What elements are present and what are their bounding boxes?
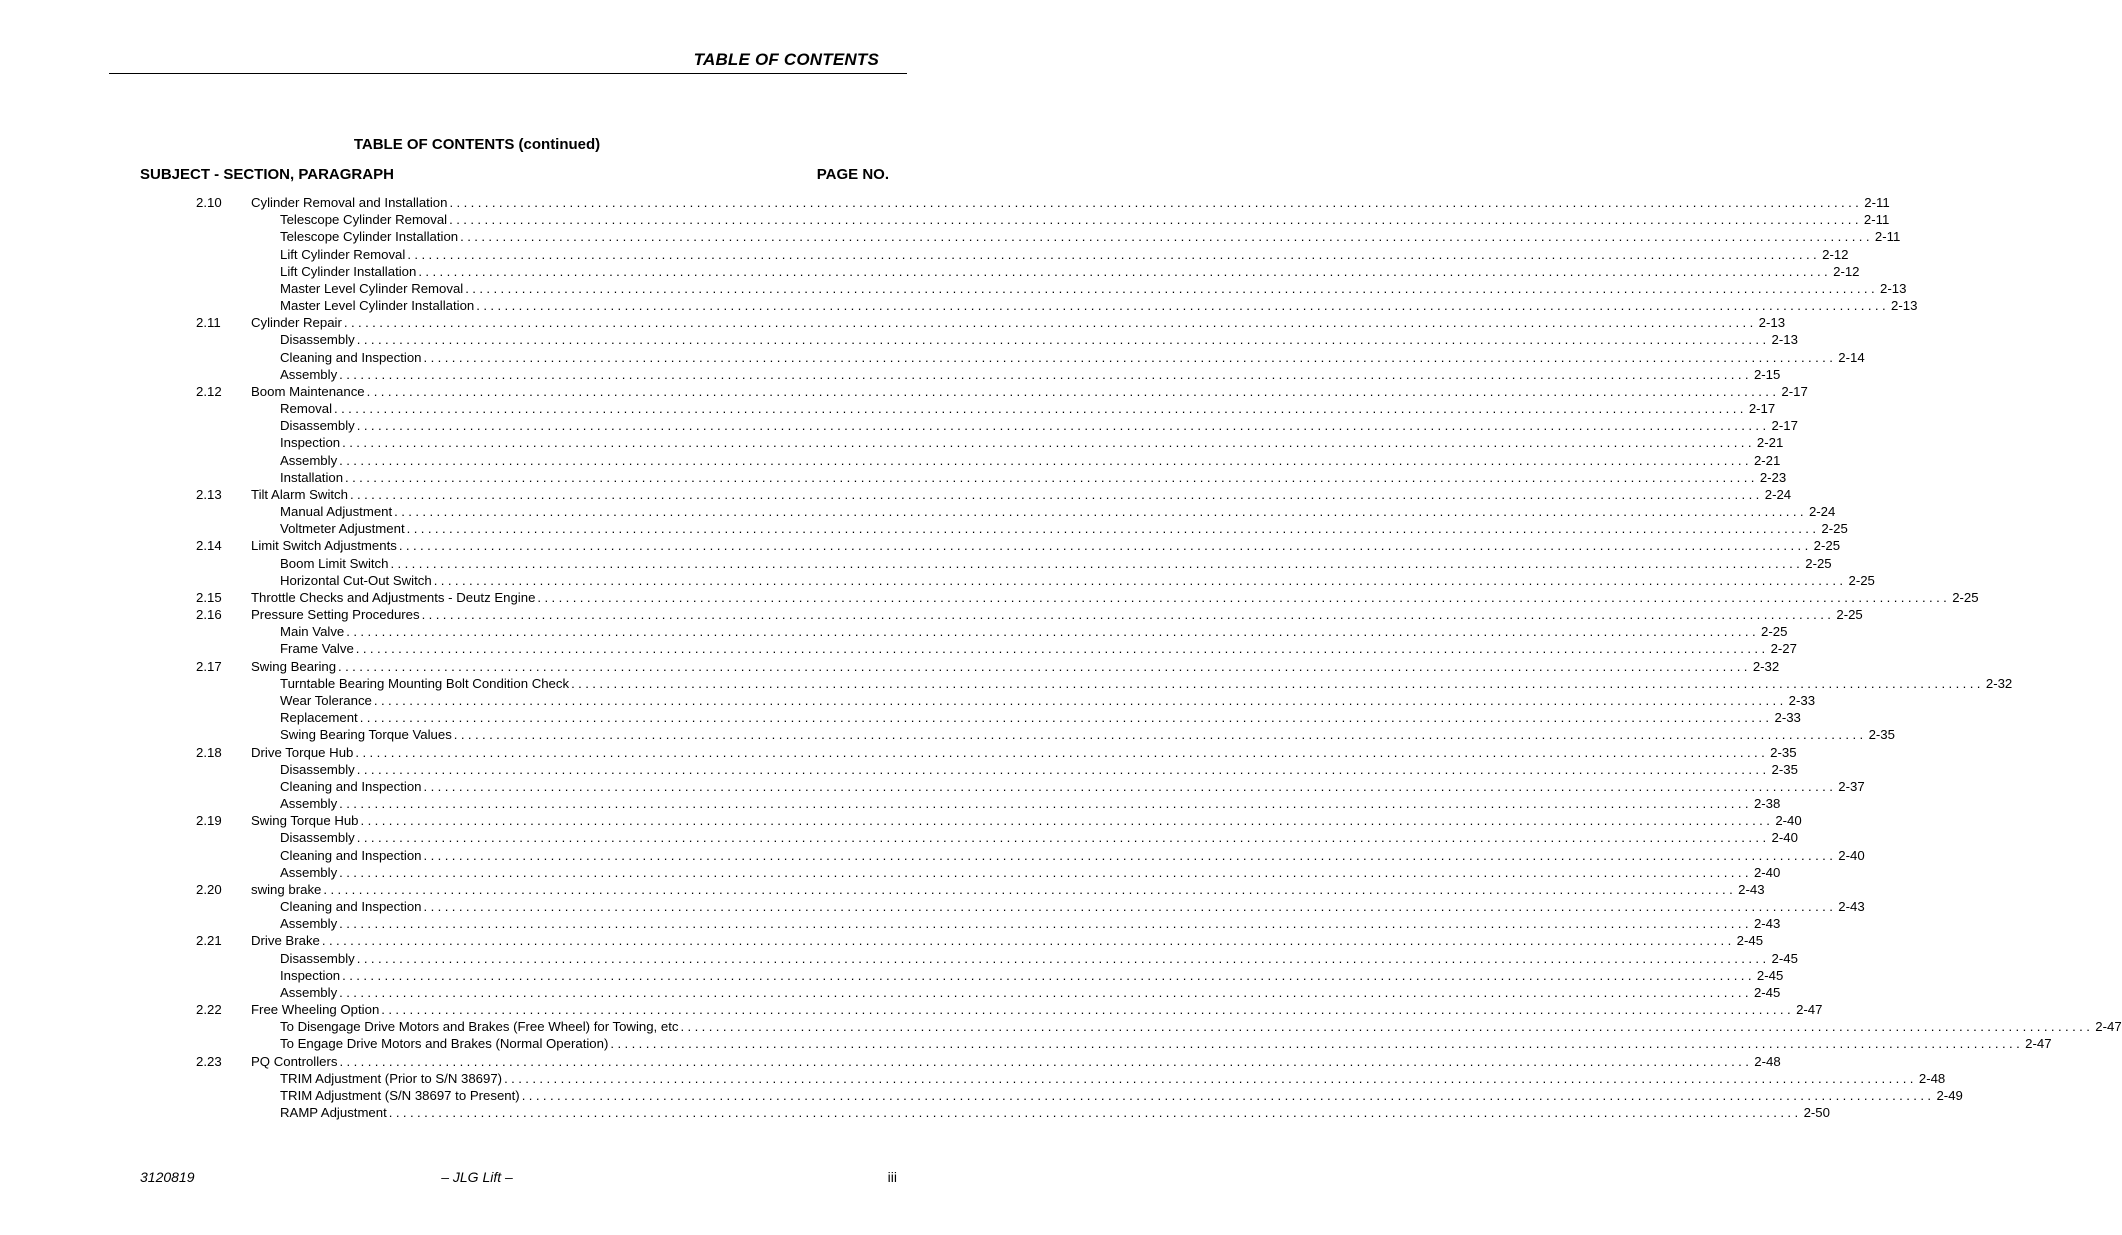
toc-entry-line (280, 400, 1776, 417)
toc-entry-line (251, 881, 1765, 898)
toc-entry-page: 2-37 (1838, 778, 1865, 794)
toc-entry-page: 2-40 (1753, 864, 1781, 880)
toc-section-number: 2.22 (196, 1002, 222, 1018)
toc-entry (0, 675, 2013, 692)
toc-entry (0, 572, 1875, 589)
toc-entry-title: Tilt Alarm Switch (251, 486, 348, 502)
toc-dot-leader: ........................................................................................................................................................................................................ (321, 933, 1735, 949)
toc-entry-line (251, 812, 1802, 829)
toc-entry-page: 2-25 (1836, 607, 1863, 623)
toc-entry (0, 1087, 1963, 1104)
toc-entry-line (280, 1087, 1963, 1104)
toc-entry-page: 2-47 (2095, 1019, 2122, 1035)
toc-entry-page: 2-38 (1753, 796, 1781, 812)
toc-entry-page: 2-45 (1756, 967, 1784, 983)
toc-dot-leader: ........................................................................................................................................................................................................ (356, 950, 1770, 966)
toc-section-number: 2.14 (196, 538, 222, 554)
toc-entry-line (280, 263, 1860, 280)
toc-entry-line (280, 331, 1798, 348)
toc-entry-page: 2-24 (1764, 486, 1792, 502)
toc-entry-line (280, 847, 1865, 864)
toc-entry-page: 2-45 (1753, 984, 1781, 1000)
toc-entry-line (280, 417, 1798, 434)
toc-entry (0, 520, 1848, 537)
toc-entry-page: 2-13 (1891, 298, 1918, 314)
toc-dot-leader: ........................................................................................................................................................................................................ (339, 366, 1752, 382)
toc-dot-leader: ........................................................................................................................................................................................................ (394, 504, 1807, 520)
toc-entry-title: Wear Tolerance (280, 692, 372, 708)
toc-entry (0, 967, 1784, 984)
toc-entry-line (251, 1053, 1781, 1070)
toc-section-number: 2.10 (196, 195, 222, 210)
toc-entry-page: 2-25 (1813, 538, 1841, 554)
toc-entry-line (280, 572, 1875, 589)
toc-entry-page: 2-35 (1868, 727, 1895, 743)
toc-entry (0, 984, 1781, 1001)
toc-entry (0, 589, 1979, 606)
toc-entry-line (280, 1018, 2122, 1035)
toc-section-number: 2.16 (196, 607, 222, 623)
toc-section-number: 2.11 (196, 315, 221, 331)
toc-dot-leader: ........................................................................................................................................................................................................ (356, 830, 1770, 846)
header-rule (109, 73, 907, 74)
toc-section-number: 2.17 (196, 658, 222, 674)
toc-entry (0, 366, 1781, 383)
toc-entry-title: Cleaning and Inspection (280, 847, 422, 863)
toc-entry (0, 246, 1849, 263)
footer-page-number: iii (887, 1169, 897, 1185)
toc-dot-leader: ........................................................................................................................................................................................................ (339, 796, 1752, 812)
toc-entry-page: 2-35 (1770, 744, 1797, 760)
toc-entry-line (280, 984, 1781, 1001)
toc-dot-leader: ........................................................................................................................................................................................................ (356, 418, 1770, 434)
toc-entry-title: Pressure Setting Procedures (251, 607, 420, 623)
toc-entry-title: Free Wheeling Option (251, 1002, 380, 1018)
toc-entry-line (280, 795, 1781, 812)
toc-dot-leader: ........................................................................................................................................................................................................ (345, 469, 1758, 485)
toc-entry-title: Master Level Cylinder Removal (280, 280, 464, 296)
toc-entry (0, 1035, 2052, 1052)
toc-dot-leader: ........................................................................................................................................................................................................ (373, 692, 1787, 708)
toc-entry-line (251, 314, 1786, 331)
toc-entry-line (280, 211, 1890, 228)
toc-dot-leader: ........................................................................................................................................................................................................ (449, 195, 1863, 210)
toc-entry-title: Frame Valve (280, 641, 354, 657)
toc-dot-leader: ........................................................................................................................................................................................................ (521, 1087, 1935, 1103)
toc-section-number: 2.18 (196, 744, 222, 760)
toc-entry (0, 469, 1787, 486)
toc-dot-leader: ........................................................................................................................................................................................................ (359, 710, 1773, 726)
toc-entry-line (280, 1070, 1946, 1087)
toc-dot-leader: ........................................................................................................................................................................................................ (366, 383, 1780, 399)
toc-entry-line (251, 194, 1890, 211)
toc-entry-page: 2-33 (1774, 710, 1801, 726)
toc-entry-title: Assembly (280, 864, 338, 880)
toc-entry-page: 2-13 (1771, 332, 1798, 348)
toc-entry-title: Telescope Cylinder Installation (280, 229, 459, 245)
toc-dot-leader: ........................................................................................................................................................................................................ (334, 401, 1747, 417)
toc-entry-line (251, 383, 1808, 400)
toc-entry (0, 932, 1764, 949)
toc-entry (0, 1018, 2122, 1035)
toc-entry-title: Disassembly (280, 830, 355, 846)
toc-entry (0, 555, 1832, 572)
toc-entry-title: PQ Controllers (251, 1053, 338, 1069)
toc-entry-title: Disassembly (280, 950, 355, 966)
toc-entry (0, 211, 1890, 228)
toc-dot-leader: ........................................................................................................................................................................................................ (453, 727, 1867, 743)
toc-dot-leader: ........................................................................................................................................................................................................ (339, 984, 1752, 1000)
toc-dot-leader: ........................................................................................................................................................................................................ (342, 967, 1755, 983)
toc-section-number: 2.23 (196, 1053, 222, 1069)
toc-entry (0, 709, 1801, 726)
footer-publisher: – JLG Lift – (441, 1169, 513, 1185)
toc-entry-title: Cleaning and Inspection (280, 899, 422, 915)
toc-entry-line (280, 469, 1787, 486)
toc-entry-page: 2-45 (1771, 950, 1798, 966)
toc-entry (0, 434, 1784, 451)
toc-entry-title: Master Level Cylinder Installation (280, 298, 475, 314)
toc-dot-leader: ........................................................................................................................................................................................................ (418, 263, 1832, 279)
toc-entry-line (280, 520, 1848, 537)
toc-entry (0, 417, 1798, 434)
toc-entry-title: Horizontal Cut-Out Switch (280, 572, 432, 588)
toc-entry (0, 950, 1798, 967)
toc-entry (0, 795, 1781, 812)
toc-entry (0, 452, 1781, 469)
toc-entry-line (280, 726, 1895, 743)
toc-entry-title: Main Valve (280, 624, 345, 640)
toc-dot-leader: ........................................................................................................................................................................................................ (537, 589, 1951, 605)
toc-entry-page: 2-50 (1803, 1105, 1830, 1121)
toc-entry-page: 2-11 (1874, 229, 1901, 245)
toc-entry-page: 2-27 (1770, 641, 1797, 657)
toc-entry-title: Inspection (280, 967, 341, 983)
footer-doc-number: 3120819 (140, 1169, 195, 1185)
toc-dot-leader: ........................................................................................................................................................................................................ (476, 298, 1890, 314)
toc-entry-title: Assembly (280, 366, 338, 382)
toc-entry-title: Assembly (280, 984, 338, 1000)
toc-entry-page: 2-40 (1838, 847, 1865, 863)
toc-dot-leader: ........................................................................................................................................................................................................ (339, 916, 1752, 932)
toc-entry-line (251, 744, 1797, 761)
toc-entry-title: Boom Maintenance (251, 383, 365, 399)
toc-entry-title: Drive Torque Hub (251, 744, 354, 760)
toc-dot-leader: ........................................................................................................................................................................................................ (343, 315, 1757, 331)
toc-entry-line (280, 280, 1907, 297)
toc-dot-leader: ........................................................................................................................................................................................................ (465, 280, 1879, 296)
toc-entry-title: Swing Bearing Torque Values (280, 727, 452, 743)
toc-entry-page: 2-48 (1754, 1053, 1781, 1069)
toc-dot-leader: ........................................................................................................................................................................................................ (610, 1036, 2024, 1052)
toc-entry-line (280, 829, 1798, 846)
toc-entry (0, 847, 1865, 864)
toc-dot-leader: ........................................................................................................................................................................................................ (423, 847, 1837, 863)
toc-entry-line (280, 555, 1832, 572)
toc-entry-line (280, 950, 1798, 967)
toc-entry-title: TRIM Adjustment (S/N 38697 to Present) (280, 1087, 520, 1103)
toc-entry-page: 2-43 (1753, 916, 1781, 932)
toc-entry-title: To Engage Drive Motors and Brakes (Normal Operation) (280, 1036, 609, 1052)
toc-entry (0, 537, 1841, 554)
toc-entry-page: 2-12 (1822, 246, 1849, 262)
toc-entry-page: 2-35 (1771, 761, 1798, 777)
toc-entry-page: 2-25 (1848, 572, 1875, 588)
toc-entry-page: 2-40 (1771, 830, 1798, 846)
toc-entry-line (251, 606, 1863, 623)
toc-entry-page: 2-21 (1756, 435, 1784, 451)
column-header-subject: SUBJECT - SECTION, PARAGRAPH (140, 166, 394, 183)
toc-entry-line (280, 778, 1865, 795)
toc-entry-page: 2-47 (2025, 1036, 2052, 1052)
toc-entry-page: 2-17 (1771, 418, 1798, 434)
toc-entry-line (251, 537, 1841, 554)
toc-entry-line (280, 1035, 2052, 1052)
toc-entry-line (251, 658, 1780, 675)
toc-entry-title: Assembly (280, 916, 338, 932)
toc-entry (0, 331, 1798, 348)
toc-entry-page: 2-17 (1781, 383, 1808, 399)
toc-dot-leader: ........................................................................................................................................................................................................ (433, 572, 1847, 588)
toc-entry (0, 1070, 1946, 1087)
toc-entry-page: 2-11 (1864, 195, 1890, 210)
toc-entry-title: Assembly (280, 452, 338, 468)
header-title: TABLE OF CONTENTS (693, 50, 879, 69)
toc-dot-leader: ........................................................................................................................................................................................................ (339, 1053, 1753, 1069)
toc-entry-line (280, 761, 1798, 778)
toc-dot-leader: ........................................................................................................................................................................................................ (423, 899, 1837, 915)
toc-entry (0, 1053, 1781, 1070)
toc-entry-title: Disassembly (280, 761, 355, 777)
toc-entry (0, 297, 1918, 314)
toc-entry (0, 829, 1798, 846)
toc-entry-line (280, 640, 1797, 657)
toc-entry (0, 194, 1890, 211)
toc-entry (0, 623, 1788, 640)
toc-entry-line (280, 709, 1801, 726)
toc-dot-leader: ........................................................................................................................................................................................................ (356, 761, 1770, 777)
column-header-page: PAGE NO. (816, 166, 889, 183)
toc-entry (0, 383, 1808, 400)
toc-entry-page: 2-32 (1752, 658, 1780, 674)
toc-dot-leader: ........................................................................................................................................................................................................ (407, 246, 1821, 262)
toc-entry-page: 2-45 (1736, 933, 1764, 949)
toc-entry-title: Voltmeter Adjustment (280, 521, 405, 537)
toc-dot-leader: ........................................................................................................................................................................................................ (339, 452, 1752, 468)
toc-entry-title: Telescope Cylinder Removal (280, 212, 448, 228)
toc-entry-page: 2-40 (1775, 813, 1802, 829)
toc-entry-title: Turntable Bearing Mounting Bolt Condition Check (280, 675, 570, 691)
toc-entry-line (280, 246, 1849, 263)
toc-entry-page: 2-24 (1808, 504, 1836, 520)
toc-entry-page: 2-23 (1759, 469, 1787, 485)
toc-entry-page: 2-15 (1753, 366, 1781, 382)
toc-entry (0, 915, 1781, 932)
toc-entry-line (280, 915, 1781, 932)
toc-entry (0, 400, 1776, 417)
toc-entry (0, 761, 1798, 778)
toc-entry (0, 349, 1865, 366)
toc-list (0, 194, 2122, 1121)
toc-entry-title: Assembly (280, 796, 338, 812)
toc-dot-leader: ........................................................................................................................................................................................................ (356, 332, 1770, 348)
toc-entry-page: 2-49 (1936, 1087, 1963, 1103)
toc-section-number: 2.12 (196, 383, 222, 399)
toc-entry-page: 2-33 (1788, 692, 1816, 708)
toc-entry-line (251, 1001, 1823, 1018)
toc-entry-line (280, 623, 1788, 640)
toc-dot-leader: ........................................................................................................................................................................................................ (339, 864, 1752, 880)
toc-entry-page: 2-25 (1821, 521, 1848, 537)
toc-entry (0, 692, 1816, 709)
toc-entry (0, 314, 1786, 331)
toc-entry-title: Lift Cylinder Removal (280, 246, 406, 262)
toc-entry-line (280, 349, 1865, 366)
toc-dot-leader: ........................................................................................................................................................................................................ (360, 813, 1774, 829)
toc-entry-page: 2-11 (1863, 212, 1890, 228)
toc-dot-leader: ........................................................................................................................................................................................................ (323, 881, 1737, 897)
toc-dot-leader: ........................................................................................................................................................................................................ (390, 555, 1804, 571)
toc-entry-line (280, 864, 1781, 881)
toc-entry (0, 1001, 1823, 1018)
toc-entry (0, 778, 1865, 795)
toc-entry-line (280, 967, 1784, 984)
toc-dot-leader: ........................................................................................................................................................................................................ (346, 624, 1760, 640)
toc-entry-line (251, 932, 1764, 949)
toc-dot-leader: ........................................................................................................................................................................................................ (342, 435, 1755, 451)
toc-entry-title: Installation (280, 469, 344, 485)
toc-entry-title: Boom Limit Switch (280, 555, 389, 571)
toc-dot-leader: ........................................................................................................................................................................................................ (680, 1019, 2094, 1035)
toc-entry (0, 640, 1797, 657)
toc-entry-line (251, 589, 1979, 606)
page-heading: TABLE OF CONTENTS (continued) (353, 136, 601, 153)
toc-entry-line (280, 1104, 1830, 1121)
toc-entry-page: 2-21 (1753, 452, 1781, 468)
toc-entry (0, 881, 1765, 898)
toc-entry-line (280, 228, 1901, 245)
toc-entry-title: Swing Torque Hub (251, 813, 359, 829)
toc-entry-title: Cylinder Removal and Installation (251, 195, 448, 210)
toc-dot-leader: ........................................................................................................................................................................................................ (388, 1105, 1802, 1121)
toc-entry-title: Disassembly (280, 418, 355, 434)
toc-entry (0, 486, 1792, 503)
toc-dot-leader: ........................................................................................................................................................................................................ (355, 641, 1769, 657)
toc-entry-title: Cleaning and Inspection (280, 778, 422, 794)
toc-entry-page: 2-13 (1758, 315, 1786, 331)
toc-entry-page: 2-43 (1838, 899, 1865, 915)
toc-entry (0, 280, 1907, 297)
toc-entry-page: 2-25 (1805, 555, 1832, 571)
toc-entry-line (280, 452, 1781, 469)
toc-entry (0, 606, 1863, 623)
toc-entry (0, 864, 1781, 881)
toc-entry-page: 2-25 (1952, 589, 1979, 605)
toc-entry-line (280, 297, 1918, 314)
toc-entry-page: 2-17 (1748, 401, 1776, 417)
toc-dot-leader: ........................................................................................................................................................................................................ (449, 212, 1862, 228)
toc-entry-page: 2-43 (1738, 881, 1765, 897)
toc-dot-leader: ........................................................................................................................................................................................................ (381, 1002, 1795, 1018)
toc-entry-title: RAMP Adjustment (280, 1105, 387, 1121)
toc-dot-leader: ........................................................................................................................................................................................................ (423, 778, 1837, 794)
toc-dot-leader: ........................................................................................................................................................................................................ (504, 1070, 1917, 1086)
toc-entry (0, 263, 1860, 280)
toc-entry-line (280, 503, 1836, 520)
toc-dot-leader: ........................................................................................................................................................................................................ (421, 607, 1835, 623)
toc-entry-title: To Disengage Drive Motors and Brakes (Free Wheel) for Towing, etc (280, 1019, 679, 1035)
toc-entry (0, 228, 1901, 245)
toc-dot-leader: ........................................................................................................................................................................................................ (571, 675, 1984, 691)
toc-entry-line (280, 675, 2013, 692)
toc-entry-title: Disassembly (280, 332, 355, 348)
toc-entry-line (280, 898, 1865, 915)
toc-entry-page: 2-25 (1761, 624, 1788, 640)
toc-entry (0, 812, 1802, 829)
toc-dot-leader: ........................................................................................................................................................................................................ (349, 486, 1763, 502)
toc-section-number: 2.15 (196, 589, 222, 605)
toc-entry-line (280, 692, 1816, 709)
toc-dot-leader: ........................................................................................................................................................................................................ (338, 658, 1751, 674)
toc-entry-title: Replacement (280, 710, 358, 726)
toc-entry (0, 726, 1895, 743)
toc-entry-page: 2-14 (1838, 349, 1865, 365)
toc-entry-page: 2-47 (1796, 1002, 1823, 1018)
toc-section-number: 2.21 (196, 933, 222, 949)
toc-entry-title: Manual Adjustment (280, 504, 393, 520)
toc-entry-page: 2-13 (1880, 280, 1907, 296)
toc-dot-leader: ........................................................................................................................................................................................................ (460, 229, 1873, 245)
toc-entry-title: TRIM Adjustment (Prior to S/N 38697) (280, 1070, 503, 1086)
toc-section-number: 2.20 (196, 881, 222, 897)
toc-entry (0, 503, 1836, 520)
toc-entry-title: Cleaning and Inspection (280, 349, 422, 365)
toc-dot-leader: ........................................................................................................................................................................................................ (406, 521, 1820, 537)
toc-entry (0, 898, 1865, 915)
toc-entry-line (251, 486, 1792, 503)
toc-entry-line (280, 434, 1784, 451)
toc-entry-title: Limit Switch Adjustments (251, 538, 397, 554)
toc-entry-page: 2-32 (1985, 675, 2013, 691)
toc-entry-title: Throttle Checks and Adjustments - Deutz Engine (251, 589, 536, 605)
toc-entry-page: 2-12 (1833, 263, 1860, 279)
toc-entry-title: Drive Brake (251, 933, 320, 949)
toc-entry (0, 658, 1780, 675)
toc-dot-leader: ........................................................................................................................................................................................................ (355, 744, 1769, 760)
toc-entry-title: Inspection (280, 435, 341, 451)
toc-entry (0, 744, 1797, 761)
toc-entry-page: 2-48 (1918, 1070, 1946, 1086)
toc-entry-title: Cylinder Repair (251, 315, 342, 331)
toc-dot-leader: ........................................................................................................................................................................................................ (423, 349, 1837, 365)
toc-entry-line (280, 366, 1781, 383)
toc-entry-title: Swing Bearing (251, 658, 337, 674)
toc-section-number: 2.13 (196, 486, 222, 502)
toc-entry-title: swing brake (251, 881, 322, 897)
toc-entry-title: Lift Cylinder Installation (280, 263, 417, 279)
toc-dot-leader: ........................................................................................................................................................................................................ (398, 538, 1812, 554)
toc-entry-title: Removal (280, 401, 333, 417)
toc-section-number: 2.19 (196, 813, 222, 829)
toc-entry (0, 1104, 1830, 1121)
